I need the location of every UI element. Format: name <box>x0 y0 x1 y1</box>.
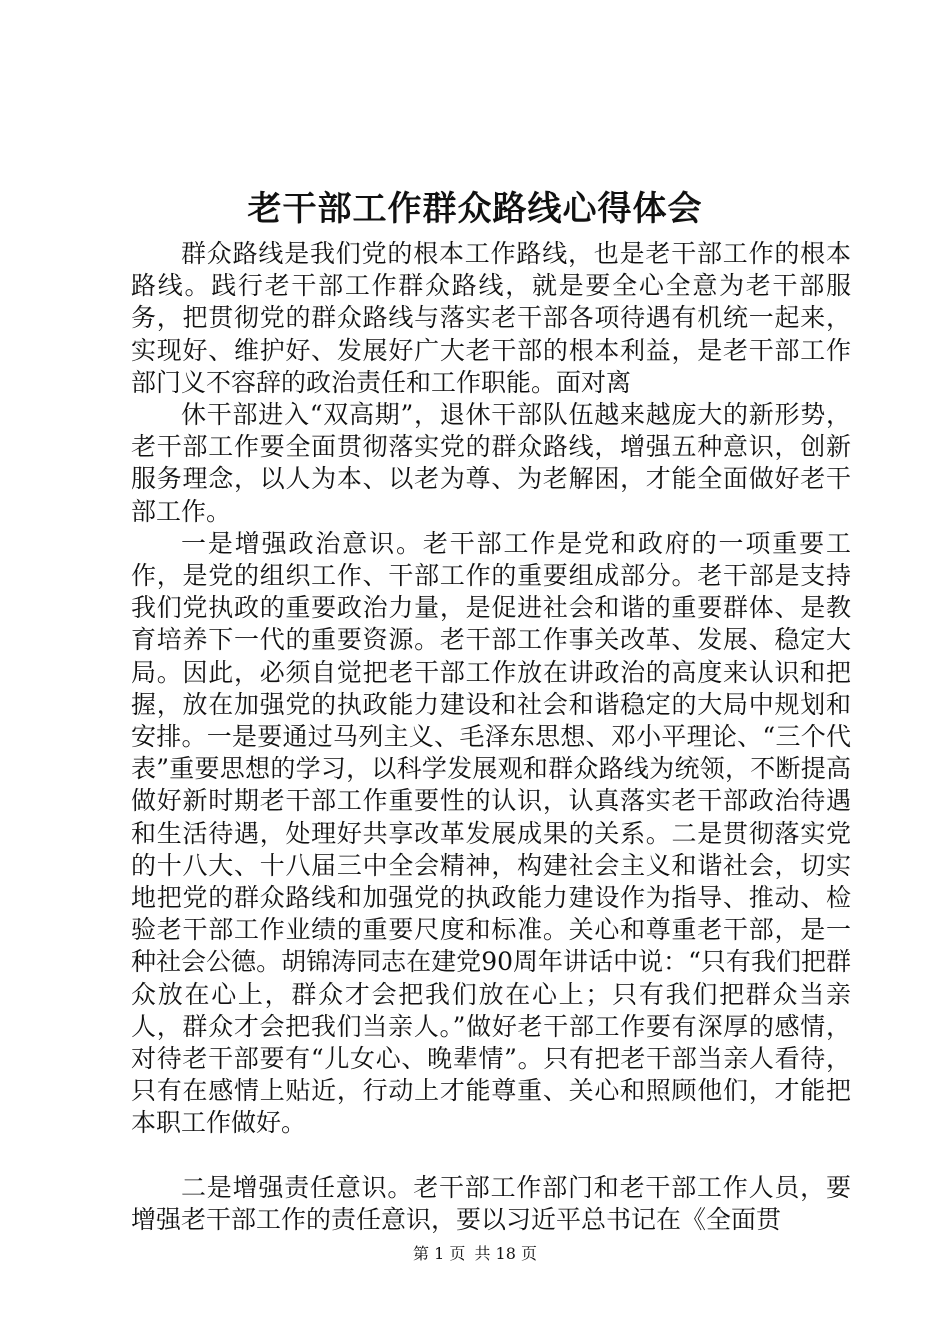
page-footer <box>0 1243 950 1265</box>
document-title: 老干部工作群众路线心得体会 <box>247 189 703 229</box>
paragraph-political-awareness: 一是增强政治意识。老干部工作是党和政府的一项重要工作，是党的组织工作、干部工作的重要组成部分。老干部是支持我们党执政的重要政治力量，是促进社会和谐的重要群体、是教育培养下一代的重要资源。老干部工作事关改革、发展、稳定大局。因此，必须自觉把老干部工作放在讲政治的高度来认识和把握，放在加强党的执政能力建设和社会和谐稳定的大局中规划和安排。一是要通过马列主义、毛泽东思想、邓小平理论、“三个代表”重要思想的学习，以科学发展观和群众路线为统领，不断提高做好新时期老干部工作重要性的认识，认真落实老干部政治待遇和生活待遇，处理好共享改革发展成果的关系。二是贯彻落实党的十八大、十八届三中全会精神，构建社会主义和谐社会，切实地把党的群众路线和加强党的执政能力建设作为指导、推动、检验老干部工作业绩的重要尺度和标准。关心和尊重老干部，是一种社会公德。胡锦涛同志在建党90周年讲话中说：“只有我们把群众放在心上，群众才会把我们放在心上；只有我们把群众当亲人，群众才会把我们当亲人。”做好老干部工作要有深厚的感情，对待老干部要有“儿女心、晚辈情”。只有把老干部当亲人看待，只有在感情上贴近，行动上才能尊重、关心和照顾他们，才能把本职工作做好。 <box>131 528 851 1138</box>
paragraph-intro: 群众路线是我们党的根本工作路线，也是老干部工作的根本路线。践行老干部工作群众路线，就是要全心全意为老干部服务，把贯彻党的群众路线与落实老干部各项待遇有机统一起来，实现好、维护好、发展好广大老干部的根本利益，是老干部工作部门义不容辞的政治责任和工作职能。面对离 <box>131 239 851 397</box>
page-number: 第 1 页 <box>413 1244 466 1263</box>
document-body <box>131 238 851 1236</box>
paragraph-situation: 休干部进入“双高期”，退休干部队伍越来越庞大的新形势，老干部工作要全面贯彻落实党的群众路线，增强五种意识，创新服务理念，以人为本、以老为尊、为老解困，才能全面做好老干部工作。 <box>131 400 851 526</box>
page-total: 共 18 页 <box>474 1244 537 1263</box>
paragraph-responsibility-awareness: 二是增强责任意识。老干部工作部门和老干部工作人员，要增强老干部工作的责任意识，要以习近平总书记在《全面贯 <box>131 1172 851 1234</box>
